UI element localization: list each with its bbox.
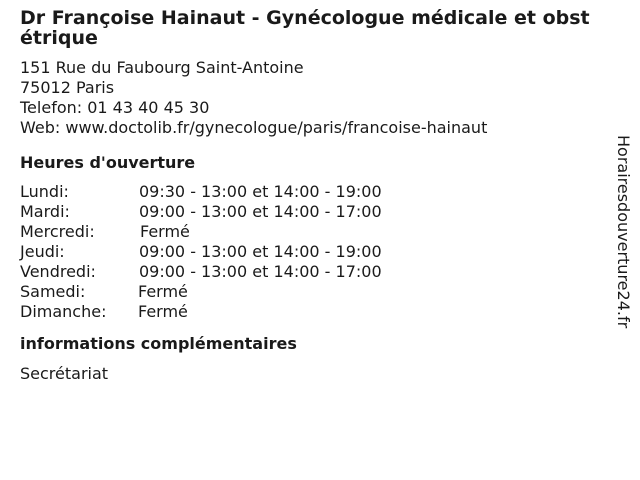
hours-row-jeudi (20, 242, 610, 262)
day-hours: 09:00 - 13:00 et 14:00 - 17:00 (139, 262, 382, 281)
day-label: Vendredi: (20, 262, 96, 281)
phone-number: Telefon: 01 43 40 45 30 (20, 98, 210, 117)
day-hours: Fermé (138, 282, 188, 301)
day-hours: 09:30 - 13:00 et 14:00 - 19:00 (139, 182, 382, 201)
business-listing (20, 8, 610, 384)
hours-row-lundi (20, 182, 610, 202)
day-hours: 09:00 - 13:00 et 14:00 - 17:00 (139, 202, 382, 221)
day-label: Samedi: (20, 282, 86, 301)
page-title: Dr Françoise Hainaut - Gynécologue médicale et obstétrique (20, 7, 590, 49)
hours-row-mercredi (20, 222, 610, 242)
site-watermark: Horairesdouverture24.fr (614, 135, 633, 329)
day-hours: Fermé (140, 222, 190, 241)
day-label: Mardi: (20, 202, 70, 221)
additional-info-heading: informations complémentaires (20, 334, 297, 353)
hours-row-dimanche (20, 302, 610, 322)
day-label: Lundi: (20, 182, 69, 201)
hours-row-mardi (20, 202, 610, 222)
city-postcode: 75012 Paris (20, 78, 115, 97)
opening-hours-table (20, 182, 610, 322)
street-address: 151 Rue du Faubourg Saint-Antoine (20, 58, 304, 77)
website-link[interactable]: Web: www.doctolib.fr/gynecologue/paris/francoise-hainaut (20, 118, 488, 137)
day-hours: Fermé (138, 302, 188, 321)
day-label: Mercredi: (20, 222, 95, 241)
day-label: Dimanche: (20, 302, 107, 321)
day-label: Jeudi: (20, 242, 65, 261)
hours-row-samedi (20, 282, 610, 302)
hours-row-vendredi (20, 262, 610, 282)
address-block (20, 58, 610, 138)
day-hours: 09:00 - 13:00 et 14:00 - 19:00 (139, 242, 382, 261)
additional-info-text: Secrétariat (20, 364, 109, 383)
opening-hours-heading: Heures d'ouverture (20, 153, 196, 172)
